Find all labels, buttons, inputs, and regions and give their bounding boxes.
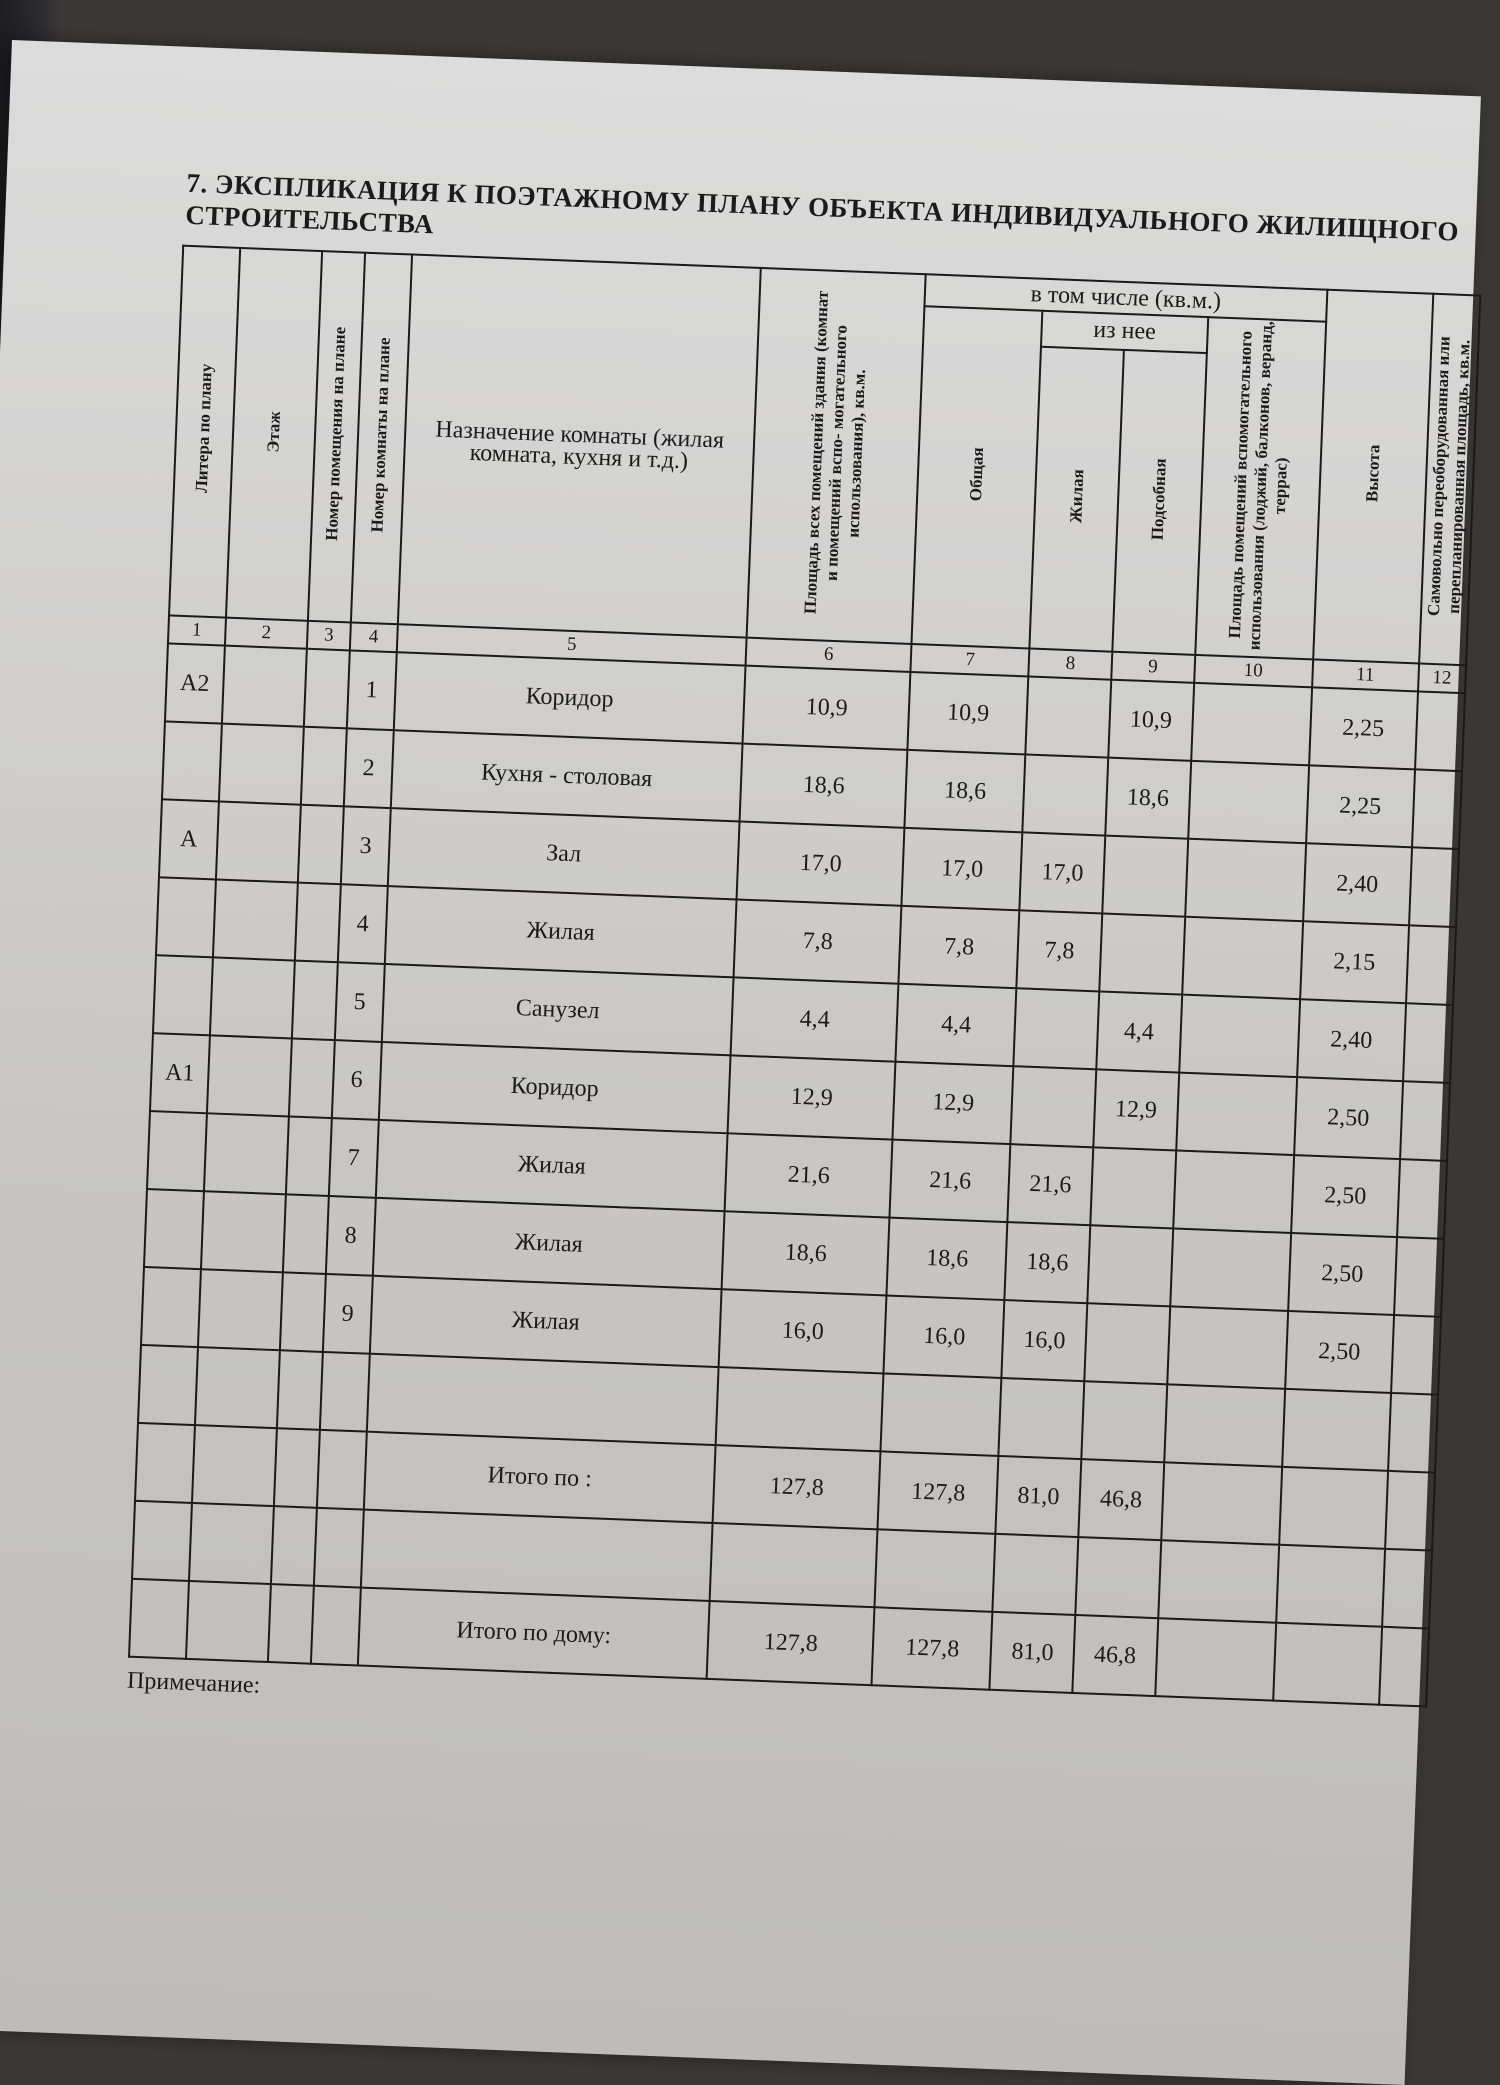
area-all-cell: 21,6 bbox=[725, 1133, 893, 1217]
room-name-cell: Жилая bbox=[385, 886, 737, 977]
litera-cell bbox=[156, 877, 216, 957]
total-living: 81,0 bbox=[996, 1456, 1082, 1537]
height-cell: 2,50 bbox=[1294, 1077, 1403, 1159]
litera-cell bbox=[138, 1345, 198, 1425]
living-area-cell bbox=[1014, 988, 1100, 1069]
col-num: 3 bbox=[307, 621, 351, 651]
total-area-all: 127,8 bbox=[707, 1601, 875, 1685]
empty-cell bbox=[1276, 1545, 1385, 1627]
empty-cell bbox=[1385, 1471, 1435, 1551]
empty-cell bbox=[1158, 1540, 1279, 1622]
col-num: 8 bbox=[1029, 649, 1113, 680]
aux-area-cell bbox=[1099, 913, 1185, 994]
room-number-cell bbox=[289, 1038, 334, 1118]
totals-label bbox=[361, 1510, 713, 1601]
header-aux-area: Площадь помещений вспомогательного использования (лоджий, балконов, веранд, террас) bbox=[1195, 317, 1326, 659]
empty-cell bbox=[132, 1501, 192, 1581]
total-area-cell: 16,0 bbox=[884, 1296, 1005, 1378]
explication-table bbox=[128, 245, 1481, 1708]
col-num: 4 bbox=[350, 622, 398, 652]
living-area-cell: 21,6 bbox=[1008, 1144, 1094, 1225]
litera-cell: А1 bbox=[150, 1033, 210, 1113]
self-built-cell bbox=[1397, 1159, 1447, 1239]
totals-label: Итого по : bbox=[364, 1432, 716, 1523]
living-area-cell bbox=[1023, 754, 1109, 835]
height-cell bbox=[1282, 1389, 1391, 1471]
col-num: 2 bbox=[225, 618, 309, 649]
empty-cell bbox=[129, 1579, 189, 1659]
space-number-cell: 2 bbox=[344, 728, 394, 808]
header-self-built: Самовольно переоборудованная или перепланированная площадь, кв.м. bbox=[1419, 294, 1480, 666]
room-name-cell bbox=[367, 1354, 719, 1445]
self-built-cell bbox=[1412, 769, 1462, 849]
area-all-cell: 16,0 bbox=[719, 1289, 887, 1373]
total-area-cell: 21,6 bbox=[890, 1140, 1011, 1222]
space-number-cell: 6 bbox=[332, 1040, 382, 1120]
aux-area-cell bbox=[1084, 1303, 1170, 1384]
space-number-cell bbox=[320, 1352, 370, 1432]
empty-cell bbox=[317, 1430, 367, 1510]
room-number-cell bbox=[301, 727, 346, 807]
room-number-cell bbox=[277, 1350, 322, 1430]
aux-use-area-cell bbox=[1170, 1228, 1291, 1310]
total-area-cell: 4,4 bbox=[896, 984, 1017, 1066]
room-number-cell bbox=[280, 1272, 325, 1352]
room-name-cell: Коридор bbox=[394, 652, 746, 743]
space-number-cell: 9 bbox=[323, 1274, 373, 1354]
litera-cell bbox=[153, 955, 213, 1035]
floor-cell bbox=[219, 724, 305, 805]
height-cell: 2,40 bbox=[1297, 999, 1406, 1081]
living-area-cell: 18,6 bbox=[1005, 1222, 1091, 1303]
height-cell: 2,25 bbox=[1306, 765, 1415, 847]
floor-cell bbox=[201, 1191, 287, 1272]
aux-area-cell bbox=[1087, 1225, 1173, 1306]
room-name-cell: Коридор bbox=[379, 1042, 731, 1133]
header-auxiliary: Подсобная bbox=[1112, 349, 1206, 654]
area-all-cell: 18,6 bbox=[740, 744, 908, 828]
col-num: 1 bbox=[168, 615, 226, 645]
aux-use-area-cell bbox=[1176, 1073, 1297, 1155]
space-number-cell: 3 bbox=[341, 806, 391, 886]
aux-area-cell: 12,9 bbox=[1093, 1069, 1179, 1150]
col-num: 7 bbox=[911, 644, 1030, 677]
empty-cell bbox=[1382, 1549, 1432, 1629]
living-area-cell: 16,0 bbox=[1002, 1300, 1088, 1381]
col-num: 10 bbox=[1194, 655, 1313, 688]
area-all-cell bbox=[716, 1367, 884, 1451]
space-number-cell: 5 bbox=[335, 962, 385, 1042]
self-built-cell bbox=[1406, 925, 1456, 1005]
living-area-cell bbox=[1011, 1066, 1097, 1147]
room-number-cell bbox=[286, 1116, 331, 1196]
floor-cell bbox=[207, 1035, 293, 1116]
total-auxiliary bbox=[1075, 1537, 1161, 1618]
col-num: 6 bbox=[746, 638, 912, 672]
col-num: 12 bbox=[1418, 663, 1466, 693]
living-area-cell bbox=[999, 1378, 1085, 1459]
room-number-cell bbox=[292, 961, 337, 1041]
room-number-cell bbox=[283, 1194, 328, 1274]
aux-area-cell: 4,4 bbox=[1096, 991, 1182, 1072]
header-total: Общая bbox=[912, 306, 1043, 648]
total-living: 81,0 bbox=[990, 1612, 1076, 1693]
aux-area-cell bbox=[1090, 1147, 1176, 1228]
empty-cell bbox=[268, 1584, 313, 1664]
floor-cell bbox=[222, 646, 308, 727]
self-built-cell bbox=[1403, 1003, 1453, 1083]
room-name-cell: Жилая bbox=[376, 1120, 728, 1211]
space-number-cell: 4 bbox=[338, 884, 388, 964]
table-body bbox=[129, 643, 1465, 1706]
space-number-cell: 1 bbox=[347, 650, 397, 730]
total-area-cell: 17,0 bbox=[902, 828, 1023, 910]
floor-cell bbox=[213, 879, 299, 960]
litera-cell bbox=[147, 1111, 207, 1191]
total-auxiliary: 46,8 bbox=[1072, 1615, 1158, 1696]
area-all-cell: 17,0 bbox=[737, 822, 905, 906]
header-living: Жилая bbox=[1030, 346, 1124, 651]
aux-use-area-cell bbox=[1188, 761, 1309, 843]
aux-use-area-cell bbox=[1164, 1384, 1285, 1466]
floor-cell bbox=[216, 801, 302, 882]
litera-cell bbox=[141, 1267, 201, 1347]
total-auxiliary: 46,8 bbox=[1078, 1459, 1164, 1540]
aux-use-area-cell bbox=[1173, 1150, 1294, 1232]
header-area-all: Площадь всех помещений здания (комнат и помещений вспо- могательного использования), кв.м. bbox=[747, 268, 926, 644]
height-cell: 2,15 bbox=[1300, 921, 1409, 1003]
area-all-cell: 7,8 bbox=[734, 899, 902, 983]
total-area-all: 127,8 bbox=[713, 1445, 881, 1529]
empty-cell bbox=[186, 1581, 272, 1662]
total-area-cell: 12,9 bbox=[893, 1062, 1014, 1144]
empty-cell bbox=[1155, 1618, 1276, 1700]
col-num: 5 bbox=[397, 624, 747, 665]
total-area-cell: 10,9 bbox=[908, 672, 1029, 754]
header-space-number: Номер комнаты на плане bbox=[351, 253, 412, 625]
living-area-cell: 7,8 bbox=[1017, 910, 1103, 991]
space-number-cell: 7 bbox=[329, 1118, 379, 1198]
height-cell: 2,50 bbox=[1288, 1233, 1397, 1315]
total-area-cell: 18,6 bbox=[905, 750, 1026, 832]
self-built-cell bbox=[1394, 1237, 1444, 1317]
totals-label: Итого по дому: bbox=[358, 1588, 710, 1679]
header-purpose: Назначение комнаты (жилая комната, кухня и т.д.) bbox=[398, 255, 761, 638]
litera-cell: А2 bbox=[165, 643, 225, 723]
area-all-cell: 12,9 bbox=[728, 1055, 896, 1139]
floor-cell bbox=[210, 957, 296, 1038]
area-all-cell: 4,4 bbox=[731, 977, 899, 1061]
height-cell: 2,25 bbox=[1309, 687, 1418, 769]
room-name-cell: Жилая bbox=[370, 1276, 722, 1367]
room-name-cell: Кухня - столовая bbox=[391, 730, 743, 821]
floor-cell bbox=[195, 1347, 281, 1428]
header-floor: Этаж bbox=[226, 248, 323, 621]
litera-cell bbox=[162, 721, 222, 801]
aux-use-area-cell bbox=[1191, 683, 1312, 765]
header-of-it: из нее bbox=[1041, 311, 1207, 353]
empty-cell bbox=[1273, 1623, 1382, 1705]
note-label: Примечание: bbox=[126, 1667, 261, 1699]
height-cell: 2,50 bbox=[1285, 1311, 1394, 1393]
empty-cell bbox=[1379, 1627, 1429, 1707]
total-area-cell: 7,8 bbox=[899, 906, 1020, 988]
total-area-cell: 18,6 bbox=[887, 1218, 1008, 1300]
aux-use-area-cell bbox=[1185, 839, 1306, 921]
page-content bbox=[9, 162, 1474, 1744]
room-name-cell: Жилая bbox=[373, 1198, 725, 1289]
total-area: 127,8 bbox=[872, 1607, 993, 1689]
total-area bbox=[875, 1529, 996, 1611]
height-cell: 2,40 bbox=[1303, 843, 1412, 925]
area-all-cell: 10,9 bbox=[743, 666, 911, 750]
header-litera: Литера по плану bbox=[169, 246, 240, 618]
total-area-cell bbox=[881, 1373, 1002, 1455]
aux-area-cell bbox=[1102, 836, 1188, 917]
room-name-cell: Санузел bbox=[382, 964, 734, 1055]
empty-cell bbox=[271, 1506, 316, 1586]
self-built-cell bbox=[1415, 691, 1465, 771]
room-name-cell: Зал bbox=[388, 808, 740, 899]
room-number-cell bbox=[295, 883, 340, 963]
aux-area-cell bbox=[1081, 1381, 1167, 1462]
litera-cell bbox=[144, 1189, 204, 1269]
room-number-cell bbox=[304, 649, 349, 729]
aux-use-area-cell bbox=[1167, 1306, 1288, 1388]
room-number-cell bbox=[298, 805, 343, 885]
area-all-cell: 18,6 bbox=[722, 1211, 890, 1295]
aux-area-cell: 10,9 bbox=[1108, 680, 1194, 761]
self-built-cell bbox=[1388, 1393, 1438, 1473]
aux-use-area-cell bbox=[1182, 917, 1303, 999]
empty-cell bbox=[192, 1425, 278, 1506]
empty-cell bbox=[135, 1423, 195, 1503]
header-height: Высота bbox=[1313, 290, 1433, 664]
empty-cell bbox=[189, 1503, 275, 1584]
floor-cell bbox=[204, 1113, 290, 1194]
self-built-cell bbox=[1400, 1081, 1450, 1161]
empty-cell bbox=[1279, 1467, 1388, 1549]
empty-cell bbox=[314, 1508, 364, 1588]
floor-cell bbox=[198, 1269, 284, 1350]
total-area-all bbox=[710, 1523, 878, 1607]
self-built-cell bbox=[1391, 1315, 1441, 1395]
total-area: 127,8 bbox=[878, 1451, 999, 1533]
aux-use-area-cell bbox=[1179, 995, 1300, 1077]
self-built-cell bbox=[1409, 847, 1459, 927]
living-area-cell bbox=[1026, 676, 1112, 757]
empty-cell bbox=[274, 1428, 319, 1508]
empty-cell bbox=[1161, 1462, 1282, 1544]
document-title: 7. ЭКСПЛИКАЦИЯ К ПОЭТАЖНОМУ ПЛАНУ ОБЪЕКТА ИНДИВИДУАЛЬНОГО ЖИЛИЩНОГО СТРОИТЕЛЬСТВА bbox=[184, 167, 1460, 247]
header-including: в том числе (кв.м.) bbox=[925, 274, 1327, 321]
col-num: 11 bbox=[1312, 659, 1419, 691]
total-living bbox=[993, 1534, 1079, 1615]
col-num: 9 bbox=[1111, 652, 1195, 683]
litera-cell: А bbox=[159, 799, 219, 879]
living-area-cell: 17,0 bbox=[1020, 832, 1106, 913]
aux-area-cell: 18,6 bbox=[1105, 758, 1191, 839]
height-cell: 2,50 bbox=[1291, 1155, 1400, 1237]
space-number-cell: 8 bbox=[326, 1196, 376, 1276]
header-room-number: Номер помещения на плане bbox=[308, 251, 365, 622]
empty-cell bbox=[311, 1586, 361, 1666]
document-page bbox=[0, 40, 1481, 2085]
